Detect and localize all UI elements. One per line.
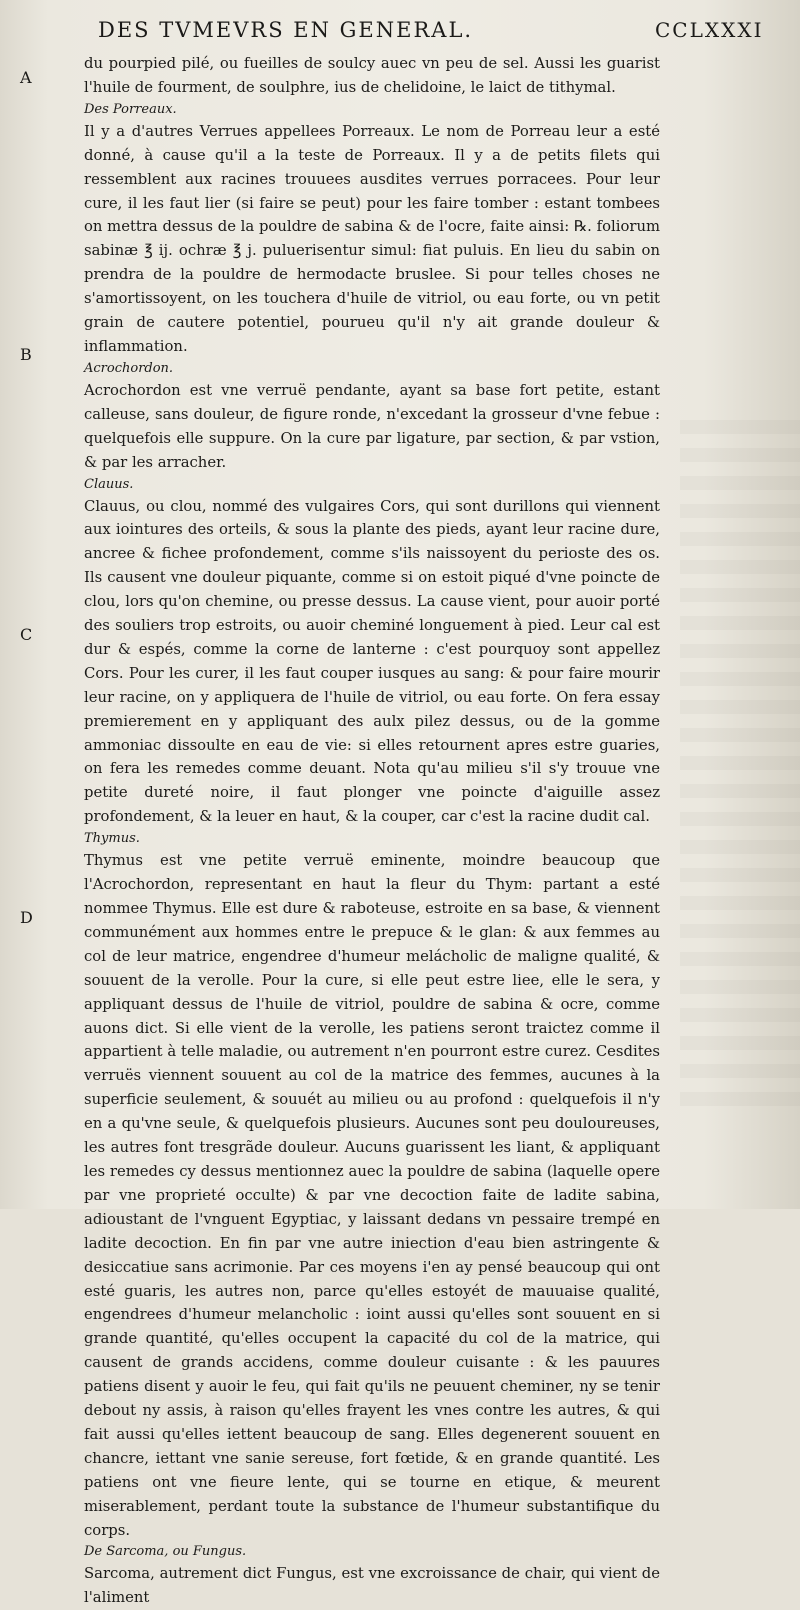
folio-number: CCLXXXI xyxy=(655,18,764,42)
heading-clauus: Clauus. xyxy=(84,476,134,492)
margin-letter-d: D xyxy=(20,908,33,927)
paragraph-acrochordon: Acrochordon est vne verruë pendante, ayant sa base fort petite, estant calleuse, sans douleur, de figure ronde, n'excedant la grosseur d'vne febue : quelquefois elle suppure. On la cure par ligature, par section, & par vstion, & par les arracher. xyxy=(84,381,660,471)
body-text xyxy=(84,52,660,1610)
paragraph-porreaux: Il y a d'autres Verrues appellees Porreaux. Le nom de Porreau leur a esté donné, à cause qu'il a la teste de Porreaux. Il y a de petits filets qui ressemblent aux racines trouuees ausdites verrues porracees. Pour leur cure, il les faut lier (si faire se peut) pour les faire tomber : estant tombees on mettra dessus de la pouldre de sabina & de l'ocre, faite ainsi: ℞. foliorum sabinæ ℥ ij. ochræ ℥ j. puluerisentur simul: fiat puluis. En lieu du sabin on prendra de la pouldre de hermodacte bruslee. Si pour telles choses ne s'amortissoyent, on les touchera d'huile de vitriol, ou eau forte, ou vn petit grain de cautere potentiel, pourueu qu'il n'y ait grande douleur & inflammation. xyxy=(84,122,660,355)
opening-paragraph: du pourpied pilé, ou fueilles de soulcy auec vn peu de sel. Aussi les guarist l'huile de fourment, de soulphre, ius de chelidoine, le laict de tithymal. xyxy=(84,55,660,96)
margin-letter-b: B xyxy=(20,345,32,364)
heading-acrochordon: Acrochordon. xyxy=(84,360,174,376)
heading-porreaux: Des Porreaux. xyxy=(84,101,177,117)
heading-thymus: Thymus. xyxy=(84,831,140,847)
page-header xyxy=(98,18,764,48)
paragraph-thymus: Thymus est vne petite verruë eminente, moindre beaucoup que l'Acrochordon, representant en haut la fleur du Thym: partant a esté nommee Thymus. Elle est dure & raboteuse, estroite en sa base, & viennent communément aux hommes entre le prepuce & le glan: & aux femmes au col de leur matrice, engendree d'humeur melácholic de maligne qualité, & souuent de la verolle. Pour la cure, si elle peut estre liee, elle le sera, y appliquant dessus de l'huile de vitriol, pouldre de sabina & ocre, comme auons dict. Si elle vient de la verolle, les patiens seront traictez comme il appartient à telle maladie, ou autrement n'en pourront estre curez. Cesdites verruës viennent souuent au col de la matrice des femmes, aucunes à la superficie seulement, & souuét au milieu ou au profond : quelquefois il n'y en a qu'vne seule, & quelquefois plusieurs. Aucunes sont peu douloureuses, les autres font tresgrãde douleur. Aucuns guarissent les liant, & appliquant les remedes cy dessus mentionnez auec la pouldre de sabina (laquelle opere par vne proprieté occulte) & par vne decoction faite de ladite sabina, adioustant de l'vnguent Egyptiac, y laissant dedans vn pessaire trempé en ladite decoction. En fin par vne autre iniection d'eau bien astringente & desiccatiue sans acrimonie. Par ces moyens i'en ay pensé beaucoup qui ont esté guaris, les autres non, parce qu'elles estoyét de mauuaise qualité, engendrees d'humeur melancholic : ioint aussi qu'elles sont souuent en si grande quantité, qu'elles occupent la capacité du col de la matrice, qui causent de grands accidens, comme douleur cuisante : & les pauures patiens disent y auoir le feu, qui fait qu'ils ne peuuent cheminer, ny se tenir debout ny assis, à raison qu'elles frayent les vnes contre les autres, & qui fait aussi qu'elles iettent beaucoup de sang. Elles degenerent souuent en chancre, iettant vne sanie sereuse, fort fœtide, & en grande quantité. Les patiens ont vne fieure lente, qui se tourne en etique, & meurent miserablement, perdant toute la substance de l'humeur substantifique du corps. xyxy=(84,852,660,1539)
paragraph-clauus: Clauus, ou clou, nommé des vulgaires Cors, qui sont durillons qui viennent aux iointures des orteils, & sous la plante des pieds, ayant leur racine dure, ancree & fichee profondement, comme s'ils naissoyent du perioste des os. Ils causent vne douleur piquante, comme si on estoit piqué d'vne poincte de clou, lors qu'on chemine, ou presse dessus. La cause vient, pour auoir porté des souliers trop estroits, ou auoir cheminé longuement à pied. Leur cal est dur & espés, comme la corne de lanterne : c'est pourquoy sont appellez Cors. Pour les curer, il les faut couper iusques au sang: & pour faire mourir leur racine, on y appliquera de l'huile de vitriol, ou eau forte. On fera essay premierement en y appliquant des aulx pilez dessus, ou de la gomme ammoniac dissoulte en eau de vie: si elles retournent apres estre guaries, on fera les remedes comme deuant. Nota qu'au milieu s'il s'y trouue vne petite dureté noire, il faut plonger vne poincte d'aiguille assez profondement, & la leuer en haut, & la couper, car c'est la racine dudit cal. xyxy=(84,497,660,826)
running-title: DES TVMEVRS EN GENERAL. xyxy=(98,18,474,42)
margin-letter-c: C xyxy=(20,625,33,644)
paragraph-sarcoma: Sarcoma, autrement dict Fungus, est vne excroissance de chair, qui vient de l'aliment xyxy=(84,1565,660,1607)
margin-letter-a: A xyxy=(20,68,32,87)
bleed-through xyxy=(680,420,800,1120)
heading-sarcoma: De Sarcoma, ou Fungus. xyxy=(84,1544,247,1560)
